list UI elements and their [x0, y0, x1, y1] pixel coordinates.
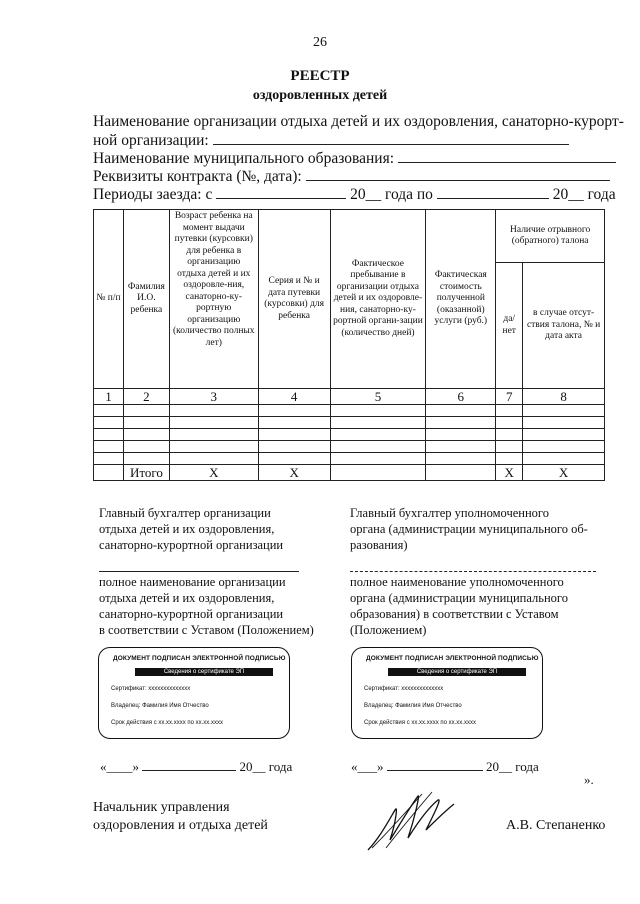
footer-name: А.В. Степаненко [506, 818, 606, 833]
right-signature-caption: полное наименование уполномоченного органа (администрации муниципального образования) в соответствии с Уставом (Положением) [350, 575, 568, 637]
org-name-line2-label: ной организации: [93, 132, 209, 149]
contract-label: Реквизиты контракта (№, дата): [93, 168, 302, 185]
period-from-fill [216, 185, 346, 199]
org-name-fill [213, 131, 569, 145]
table-header-row [94, 210, 605, 263]
footer-position: Начальник управления оздоровления и отдыха детей [93, 800, 268, 833]
closing-mark: ». [584, 772, 594, 787]
total-x: X [523, 465, 605, 481]
table-row [94, 441, 605, 453]
col-header-coupon-yes-no: да/ нет [496, 263, 523, 389]
col-number: 7 [496, 389, 523, 405]
org-name-line2 [93, 131, 569, 150]
table-row [94, 417, 605, 429]
contract-fill [306, 167, 610, 181]
municipal-fill [398, 149, 616, 163]
handwritten-signature [360, 782, 460, 856]
col-header-number: № п/п [94, 210, 124, 389]
total-x: X [258, 465, 330, 481]
e-signature-stamp-left: ДОКУМЕНТ ПОДПИСАН ЭЛЕКТРОННОЙ ПОДПИСЬЮ Сведения о сертификате ЭП Сертификат: хххххххххххххх Владелец: Фамилия Имя Отчество Срок действия с хх.хх.хххх по хх.хх.хххх [98, 647, 290, 739]
col-number: 5 [330, 389, 426, 405]
org-name-line1: Наименование организации отдыха детей и их оздоровления, санаторно-курорт- [93, 113, 624, 130]
registry-table [93, 209, 605, 481]
col-number: 2 [123, 389, 169, 405]
total-x: X [496, 465, 523, 481]
col-header-stay-days: Фактическое пребывание в организации отдыха детей и их оздоровле-ния, санаторно-ку-рортной органи-зации (количество дней) [330, 210, 426, 389]
col-number: 1 [94, 389, 124, 405]
e-signature-stamp-right: ДОКУМЕНТ ПОДПИСАН ЭЛЕКТРОННОЙ ПОДПИСЬЮ Сведения о сертификате ЭП Сертификат: хххххххххххххх Владелец: Фамилия Имя Отчество Срок действия с хх.хх.хххх по хх.хх.хххх [351, 647, 543, 739]
period-line [93, 185, 616, 204]
col-header-act: в случае отсут-ствия талона, № и дата акта [523, 263, 605, 389]
col-number: 6 [426, 389, 496, 405]
left-signature-line [99, 570, 299, 572]
left-signature-title: Главный бухгалтер организации отдыха детей и их оздоровления, санаторно-курортной организации [99, 506, 284, 552]
contract-line [93, 167, 610, 186]
col-number: 4 [258, 389, 330, 405]
table-column-numbers [94, 389, 605, 405]
col-header-name: Фамилия И.О. ребенка [123, 210, 169, 389]
table-row [94, 453, 605, 465]
document-subtitle: оздоровленных детей [252, 88, 388, 103]
col-number: 8 [523, 389, 605, 405]
municipal-label: Наименование муниципального образования: [93, 150, 395, 167]
date-left: «____» 20__ года [100, 759, 293, 774]
left-signature-caption: полное наименование организации отдыха детей и их оздоровления, санаторно-курортной организации в соответствии с Уставом (Положением) [99, 575, 314, 637]
period-year1: 20__ года по [350, 186, 433, 203]
right-signature-title: Главный бухгалтер уполномоченного органа (администрации муниципального об- разования) [350, 506, 588, 552]
page-number: 26 [313, 35, 327, 50]
total-label: Итого [123, 465, 169, 481]
table-row [94, 405, 605, 417]
col-header-age: Возраст ребенка на момент выдачи путевки (курсовки) для ребенка в организацию отдыха детей и их оздоровле-ния, санаторно-ку-рортную организацию (количество полных лет) [169, 210, 258, 389]
col-header-cost: Фактическая стоимость полученной (оказанной) услуги (руб.) [426, 210, 496, 389]
right-signature-line [350, 570, 596, 572]
col-header-coupon-group: Наличие отрывного (обратного) талона [496, 210, 605, 263]
col-header-voucher: Серия и № и дата путевки (курсовки) для ребенка [258, 210, 330, 389]
municipal-line [93, 149, 616, 168]
document-title: РЕЕСТР [290, 68, 350, 84]
date-right: «___» 20__ года [351, 759, 539, 774]
period-prefix: Периоды заезда: с [93, 186, 213, 203]
col-number: 3 [169, 389, 258, 405]
table-total-row [94, 465, 605, 481]
period-year2: 20__ года [552, 186, 616, 203]
period-to-fill [437, 185, 549, 199]
total-x: X [169, 465, 258, 481]
table-row [94, 429, 605, 441]
